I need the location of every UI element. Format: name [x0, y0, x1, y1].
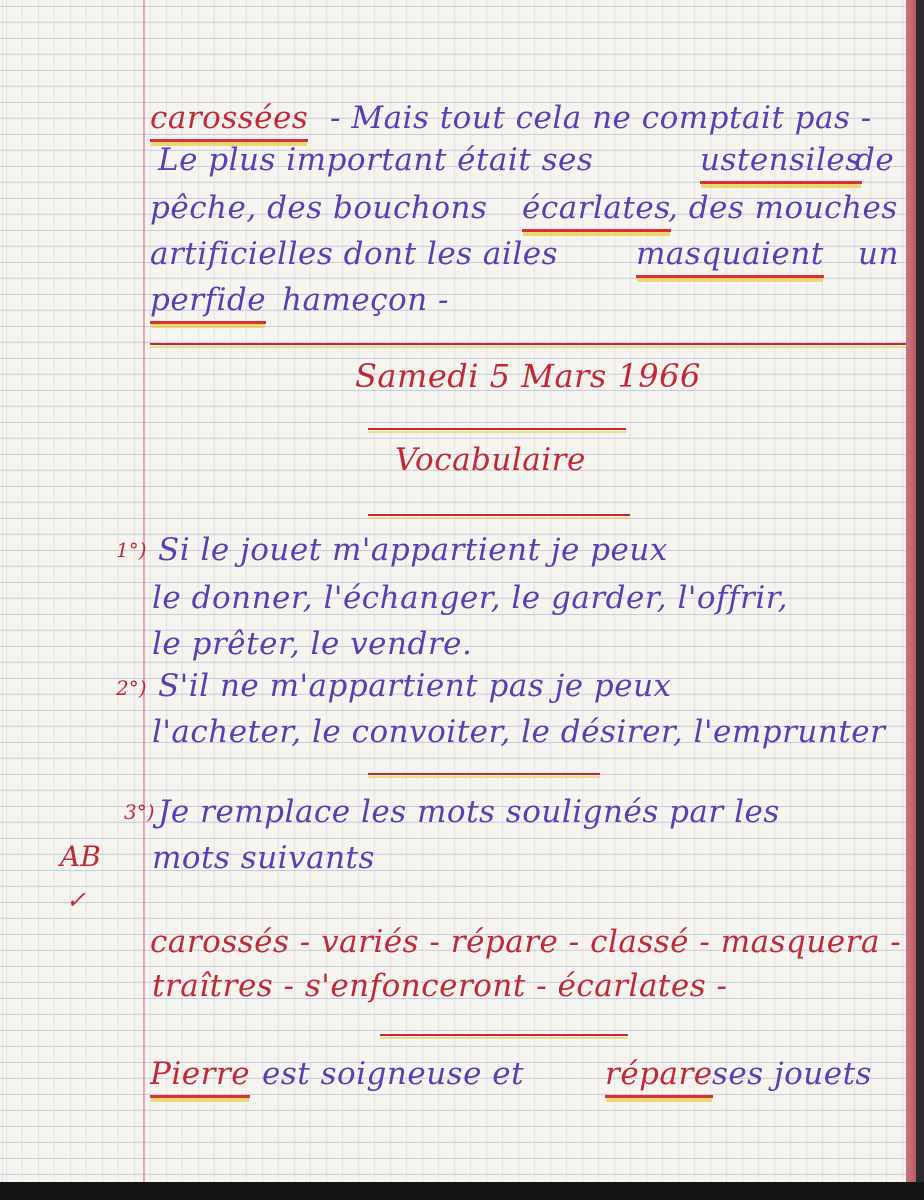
line3-end: , des mouches	[668, 190, 898, 226]
word-ecarlates: écarlates	[522, 188, 671, 232]
item-2-text-1: S'il ne m'appartient pas je peux	[158, 668, 672, 704]
item-1-line-2	[0, 578, 916, 618]
word-list-text-1: carossés - variés - répare - classé - masquera -	[150, 924, 902, 960]
text-line-4	[0, 234, 916, 274]
word-carossees: carossées	[150, 98, 308, 142]
item-3-text-1: Je remplace les mots soulignés par les	[158, 794, 780, 830]
heading-rule	[368, 514, 630, 516]
line2-end: de	[855, 142, 895, 178]
item-3-line-1	[0, 792, 916, 832]
word-masquaient: masquaient	[636, 234, 824, 278]
item-3-number: 3°)	[124, 800, 155, 824]
line3-text: pêche, des bouchons	[150, 190, 488, 226]
item-2-text-2: l'acheter, le convoiter, le désirer, l'emprunter	[152, 714, 886, 750]
text-line-3	[0, 188, 916, 228]
line4-text: artificielles dont les ailes	[150, 236, 558, 272]
date-text: Samedi 5 Mars 1966	[355, 357, 701, 395]
item-3-text-2: mots suivants	[152, 840, 375, 876]
teacher-grade-mark: AB	[60, 840, 101, 873]
final-text-end: ses jouets	[712, 1056, 872, 1092]
item-1-line-3	[0, 624, 916, 664]
item-2-rule	[368, 773, 600, 775]
word-ustensiles: ustensiles	[700, 140, 862, 184]
word-perfide: perfide	[150, 280, 266, 324]
background-edge	[0, 1182, 924, 1200]
item-3-line-2	[0, 838, 916, 878]
text-line-1	[0, 98, 916, 138]
final-sentence-line	[0, 1054, 916, 1094]
text-line-5	[0, 280, 916, 320]
text-line-2	[0, 140, 916, 180]
item-1-text-1: Si le jouet m'appartient je peux	[158, 532, 668, 568]
line5-end: hameçon -	[282, 282, 450, 318]
heading-line	[0, 440, 916, 480]
final-text-middle: est soigneuse et	[262, 1056, 525, 1092]
sentence-continuation: - Mais tout cela ne comptait pas -	[330, 100, 872, 136]
item-1-line-1	[0, 530, 916, 570]
word-repare: répare	[605, 1054, 713, 1098]
word-pierre: Pierre	[150, 1054, 250, 1098]
line4-end: un	[858, 236, 899, 272]
notebook-cover-edge	[906, 0, 916, 1182]
item-1-number: 1°)	[116, 538, 147, 562]
item-2-number: 2°)	[116, 676, 147, 700]
item-1-text-3: le prêter, le vendre.	[152, 626, 473, 662]
word-list-rule	[380, 1034, 628, 1036]
heading-vocabulaire: Vocabulaire	[395, 442, 586, 478]
item-1-text-2: le donner, l'échanger, le garder, l'offrir,	[152, 580, 789, 616]
item-2-line-2	[0, 712, 916, 752]
check-mark-icon: ✓	[66, 886, 87, 914]
date-rule	[368, 428, 626, 430]
item-2-line-1	[0, 666, 916, 706]
word-list-line-1	[0, 922, 916, 962]
word-list-line-2	[0, 966, 916, 1006]
date-line	[0, 356, 916, 396]
word-list-text-2: traîtres - s'enfonceront - écarlates -	[152, 968, 728, 1004]
separator-rule	[150, 343, 912, 345]
line2-text: Le plus important était ses	[158, 142, 594, 178]
